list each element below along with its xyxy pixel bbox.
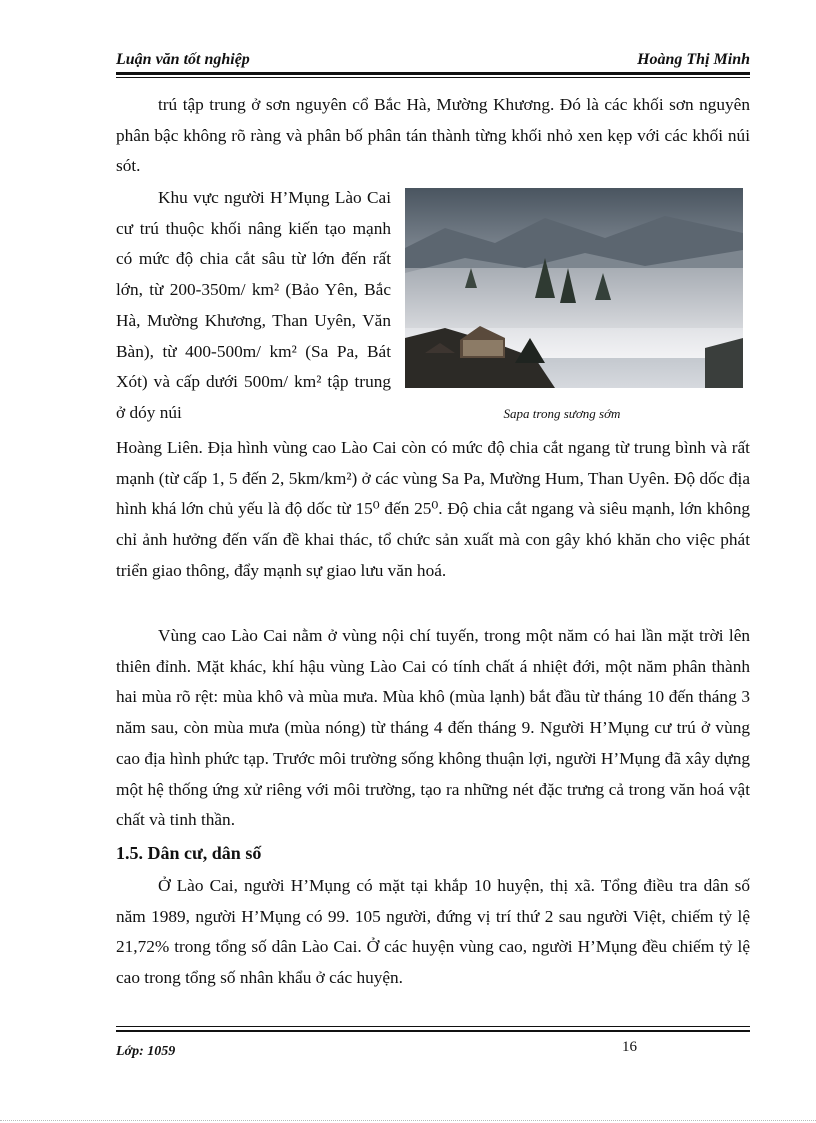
sapa-photo (405, 188, 743, 388)
paragraph-2-wrap: Khu vực người H’Mụng Lào Cai cư trú thuộc khối nâng kiến tạo mạnh có mức độ chia cắt sâu từ lớn đến rất lớn, từ 200-350m/ km² (Bảo Yên, Bắc Hà, Mường Khương, Than Uyên, Văn Bàn), từ 400-500m/ km² (Sa Pa, Bát Xót) và cấp dưới 500m/ km² tập trung ở dóy núi (116, 188, 391, 422)
paragraph-4: Ở Lào Cai, người H’Mụng có mặt tại khắp 10 huyện, thị xã. Tổng điều tra dân số năm 1989, người H’Mụng có 99. 105 người, đứng vị trí thứ 2 sau người Việt, chiếm tỷ lệ 21,72% trong tổng số dân Lào Cai. Ở các huyện vùng cao, người H’Mụng đều chiếm tỷ lệ cao trong tổng số nhân khẩu ở các huyện. (116, 876, 750, 988)
footer-rule-thin (116, 1026, 750, 1027)
figure-caption: Sapa trong sương sớm (503, 406, 621, 421)
header-rule (116, 72, 750, 75)
page-header (116, 52, 750, 68)
header-author: Hoàng Thị Minh (637, 51, 750, 68)
sapa-photo-image (405, 188, 743, 388)
header-title: Luận văn tốt nghiệp (116, 51, 250, 68)
page-number: 16 (622, 1039, 637, 1055)
footer-class: Lớp: 1059 (116, 1044, 176, 1059)
section-heading: 1.5. Dân cư, dân số (116, 843, 262, 863)
paragraph-2-rest: Hoàng Liên. Địa hình vùng cao Lào Cai còn có mức độ chia cắt ngang từ trung bình và rất mạnh (từ cấp 1, 5 đến 2, 5km/km²) ở các vùng Sa Pa, Mường Hum, Than Uyên. Độ dốc địa hình khá lớn chủ yếu là độ dốc từ 15⁰ đến 25⁰. Độ chia cắt ngang và siêu mạnh, lớn không chỉ ảnh hưởng đến vấn đề khai thác, tổ chức sản xuất mà con gây khó khăn cho việc phát triển giao thông, đẩy mạnh sự giao lưu văn hoá. (116, 438, 750, 580)
footer-rule (116, 1030, 750, 1032)
header-rule-thin (116, 77, 750, 78)
paragraph-1: trú tập trung ở sơn nguyên cổ Bắc Hà, Mường Khương. Đó là các khối sơn nguyên phân bậc không rõ ràng và phân bố phân tán thành từng khối nhỏ xen kẹp với các khối núi sót. (116, 95, 750, 176)
page-edge (0, 1120, 816, 1121)
paragraph-3: Vùng cao Lào Cai nằm ở vùng nội chí tuyến, trong một năm có hai lần mặt trời lên thiên đỉnh. Mặt khác, khí hậu vùng Lào Cai có tính chất á nhiệt đới, một năm phân thành hai mùa rõ rệt: mùa khô và mùa mưa. Mùa khô (mùa lạnh) bắt đầu từ tháng 10 đến tháng 3 năm sau, còn mùa mưa (mùa nóng) từ tháng 4 đến tháng 9. Người H’Mụng cư trú ở vùng cao địa hình phức tạp. Trước môi trường sống không thuận lợi, người H’Mụng đã xây dựng một hệ thống ứng xử riêng với môi trường, tạo ra những nét đặc trưng cả trong văn hoá vật chất và tinh thần. (116, 626, 750, 830)
